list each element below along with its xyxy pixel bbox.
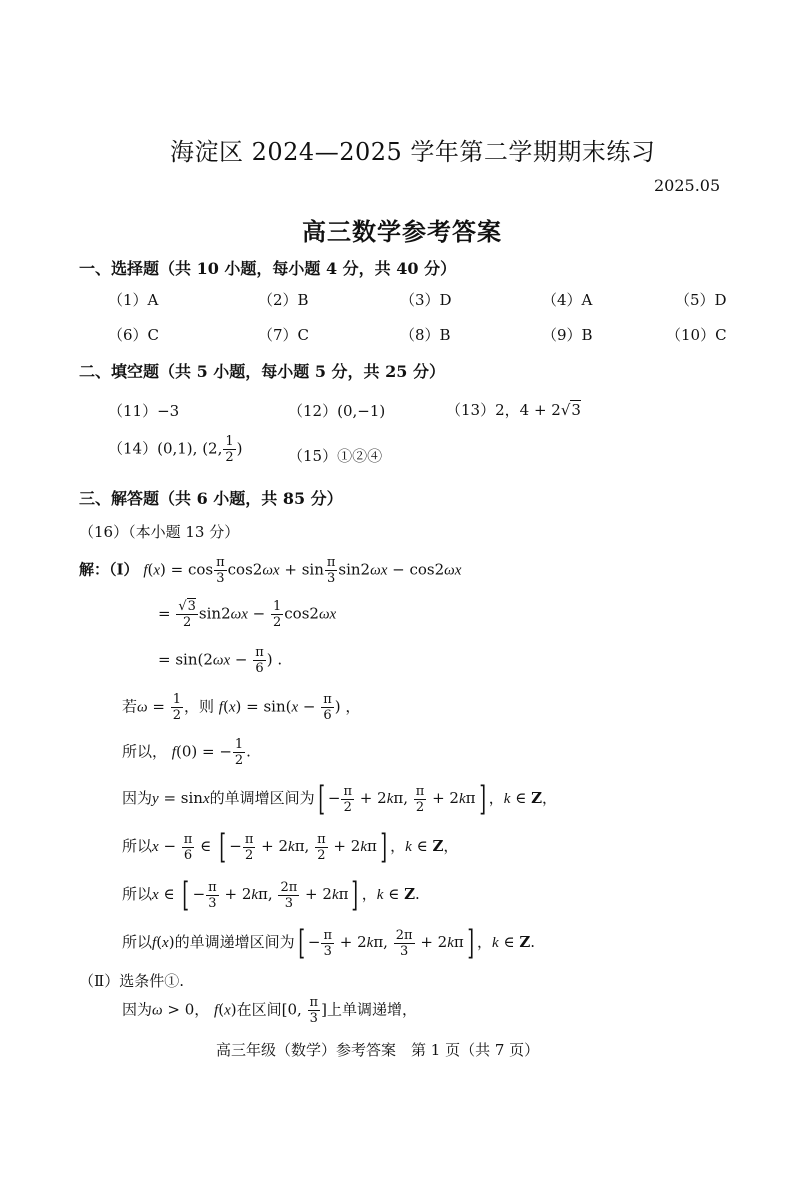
section-heading-choice: 一、选择题（共 10 小题，每小题 4 分，共 40 分） xyxy=(79,259,457,278)
solution-line-9: 所以f(x)的单调递增区间为[ − $\frac{\pi}{3}$ + 2kπ, $\frac{2\pi}{3}$ + 2kπ] ，k ∈ Z. xyxy=(122,923,536,963)
solution-line-7: 所以x − $\frac{\pi}{6}$ ∈ [ − $\frac{\pi}{2}$ + 2kπ, $\frac{\pi}{2}$ + 2kπ] ，k ∈ Z， xyxy=(122,827,459,867)
fill-answer-15: （15）①②④ xyxy=(288,447,383,465)
question-16-heading: （16）（本小题 13 分） xyxy=(79,523,240,541)
choice-answer: （6）C xyxy=(108,326,160,344)
fill-answer-13: （13）2，4 + 2√3 xyxy=(446,401,581,419)
choice-answer: （2）B xyxy=(258,291,309,309)
solution-line-3: = sin(2ωx − $\frac{\pi}{6}$ ) . xyxy=(158,645,283,676)
solution-line-1: 解：（Ⅰ） f(x) = cos $\frac{\pi}{3}$ cos2ωx + sin $\frac{\pi}{3}$ sin2ωx − cos2ωx xyxy=(79,555,462,586)
solution-line-5: 所以， f(0) = − $\frac{1}{2}$ . xyxy=(122,737,251,768)
page-title: 海淀区 2024—2025 学年第二学期期末练习 xyxy=(170,138,656,166)
solution-line-6: 因为y = sinx的单调增区间为[ − $\frac{\pi}{2}$ + 2kπ, $\frac{\pi}{2}$ + 2kπ] ，k ∈ Z， xyxy=(122,779,558,819)
choice-answer: （8）B xyxy=(400,326,451,344)
page-subtitle: 高三数学参考答案 xyxy=(302,217,502,246)
choice-answer: （3）D xyxy=(400,291,452,309)
solution-line-4: 若ω = $\frac{1}{2}$ ，则 f(x) = sin(x − $\frac{\pi}{6}$ ) ， xyxy=(122,692,361,723)
choice-answer: （10）C xyxy=(666,326,727,344)
solution-part-2-label: （Ⅱ）选条件①. xyxy=(79,972,184,990)
choice-answer: （1）A xyxy=(108,291,159,309)
fill-answer-11: （11）−3 xyxy=(108,402,180,420)
solution-line-2: = $\frac{√3}{2}$ sin2ωx − $\frac{1}{2}$ cos2ωx xyxy=(158,599,337,630)
choice-answer: （7）C xyxy=(258,326,310,344)
solution-line-10: 因为ω > 0， f(x)在区间[0, $\frac{\pi}{3}$ ]上单调递增， xyxy=(122,995,417,1026)
solution-line-8: 所以x ∈ [ − $\frac{\pi}{3}$ + 2kπ, $\frac{2\pi}{3}$ + 2kπ] ，k ∈ Z. xyxy=(122,875,420,915)
section-heading-solve: 三、解答题（共 6 小题，共 85 分） xyxy=(79,489,343,508)
fill-answer-12: （12）(0,−1) xyxy=(288,402,386,420)
choice-answer: （9）B xyxy=(542,326,593,344)
section-heading-fill: 二、填空题（共 5 小题，每小题 5 分，共 25 分） xyxy=(79,362,445,381)
page-footer: 高三年级（数学）参考答案 第 1 页（共 7 页） xyxy=(216,1041,540,1059)
fill-answer-14: （14）(0,1), (2, $\frac{1}{2}$ ) xyxy=(108,434,243,465)
choice-answer: （4）A xyxy=(542,291,593,309)
choice-answer: （5）D xyxy=(675,291,727,309)
page-date: 2025.05 xyxy=(654,176,721,195)
